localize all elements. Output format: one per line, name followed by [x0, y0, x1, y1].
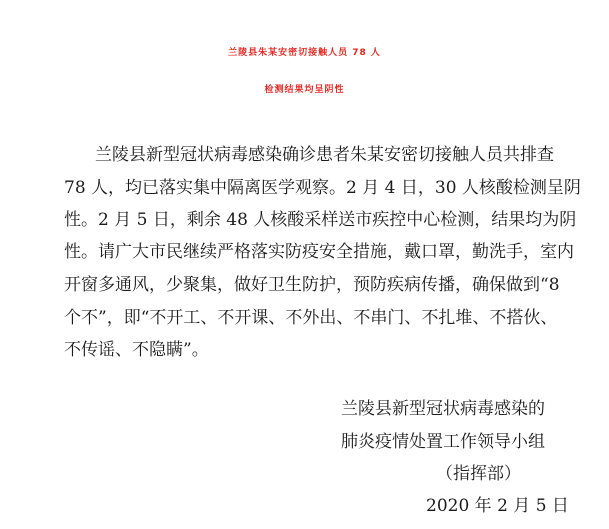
body-line-3: 性。2 月 5 日，剩余 48 人核酸采样送市疾控中心检测，结果均为阴	[64, 210, 577, 230]
signature-org-line-1: 兰陵县新型冠状病毒感染的	[341, 399, 545, 419]
body-line-5: 开窗多通风，少聚集，做好卫生防护，预防疾病传播，确保做到“8	[64, 275, 560, 295]
signature-org-line-3: （指挥部）	[436, 464, 521, 484]
body-line-2: 78 人，均已落实集中隔离医学观察。2 月 4 日，30 人核酸检测呈阴	[64, 178, 581, 198]
body-line-1: 兰陵县新型冠状病毒感染确诊患者朱某安密切接触人员共排查	[95, 145, 554, 165]
body-line-7: 不传谣、不隐瞒”。	[64, 340, 209, 360]
body-line-6: 个不”，即“不开工、不开课、不外出、不串门、不扎堆、不搭伙、	[64, 308, 558, 328]
headline-line-1: 兰陵县朱某安密切接触人员 78 人	[228, 48, 381, 58]
body-line-4: 性。请广大市民继续严格落实防疫安全措施，戴口罩，勤洗手，室内	[64, 242, 574, 262]
signature-date: 2020 年 2 月 5 日	[426, 496, 569, 516]
signature-org-line-2: 肺炎疫情处置工作领导小组	[341, 432, 545, 452]
headline-line-2: 检测结果均呈阴性	[264, 85, 345, 95]
